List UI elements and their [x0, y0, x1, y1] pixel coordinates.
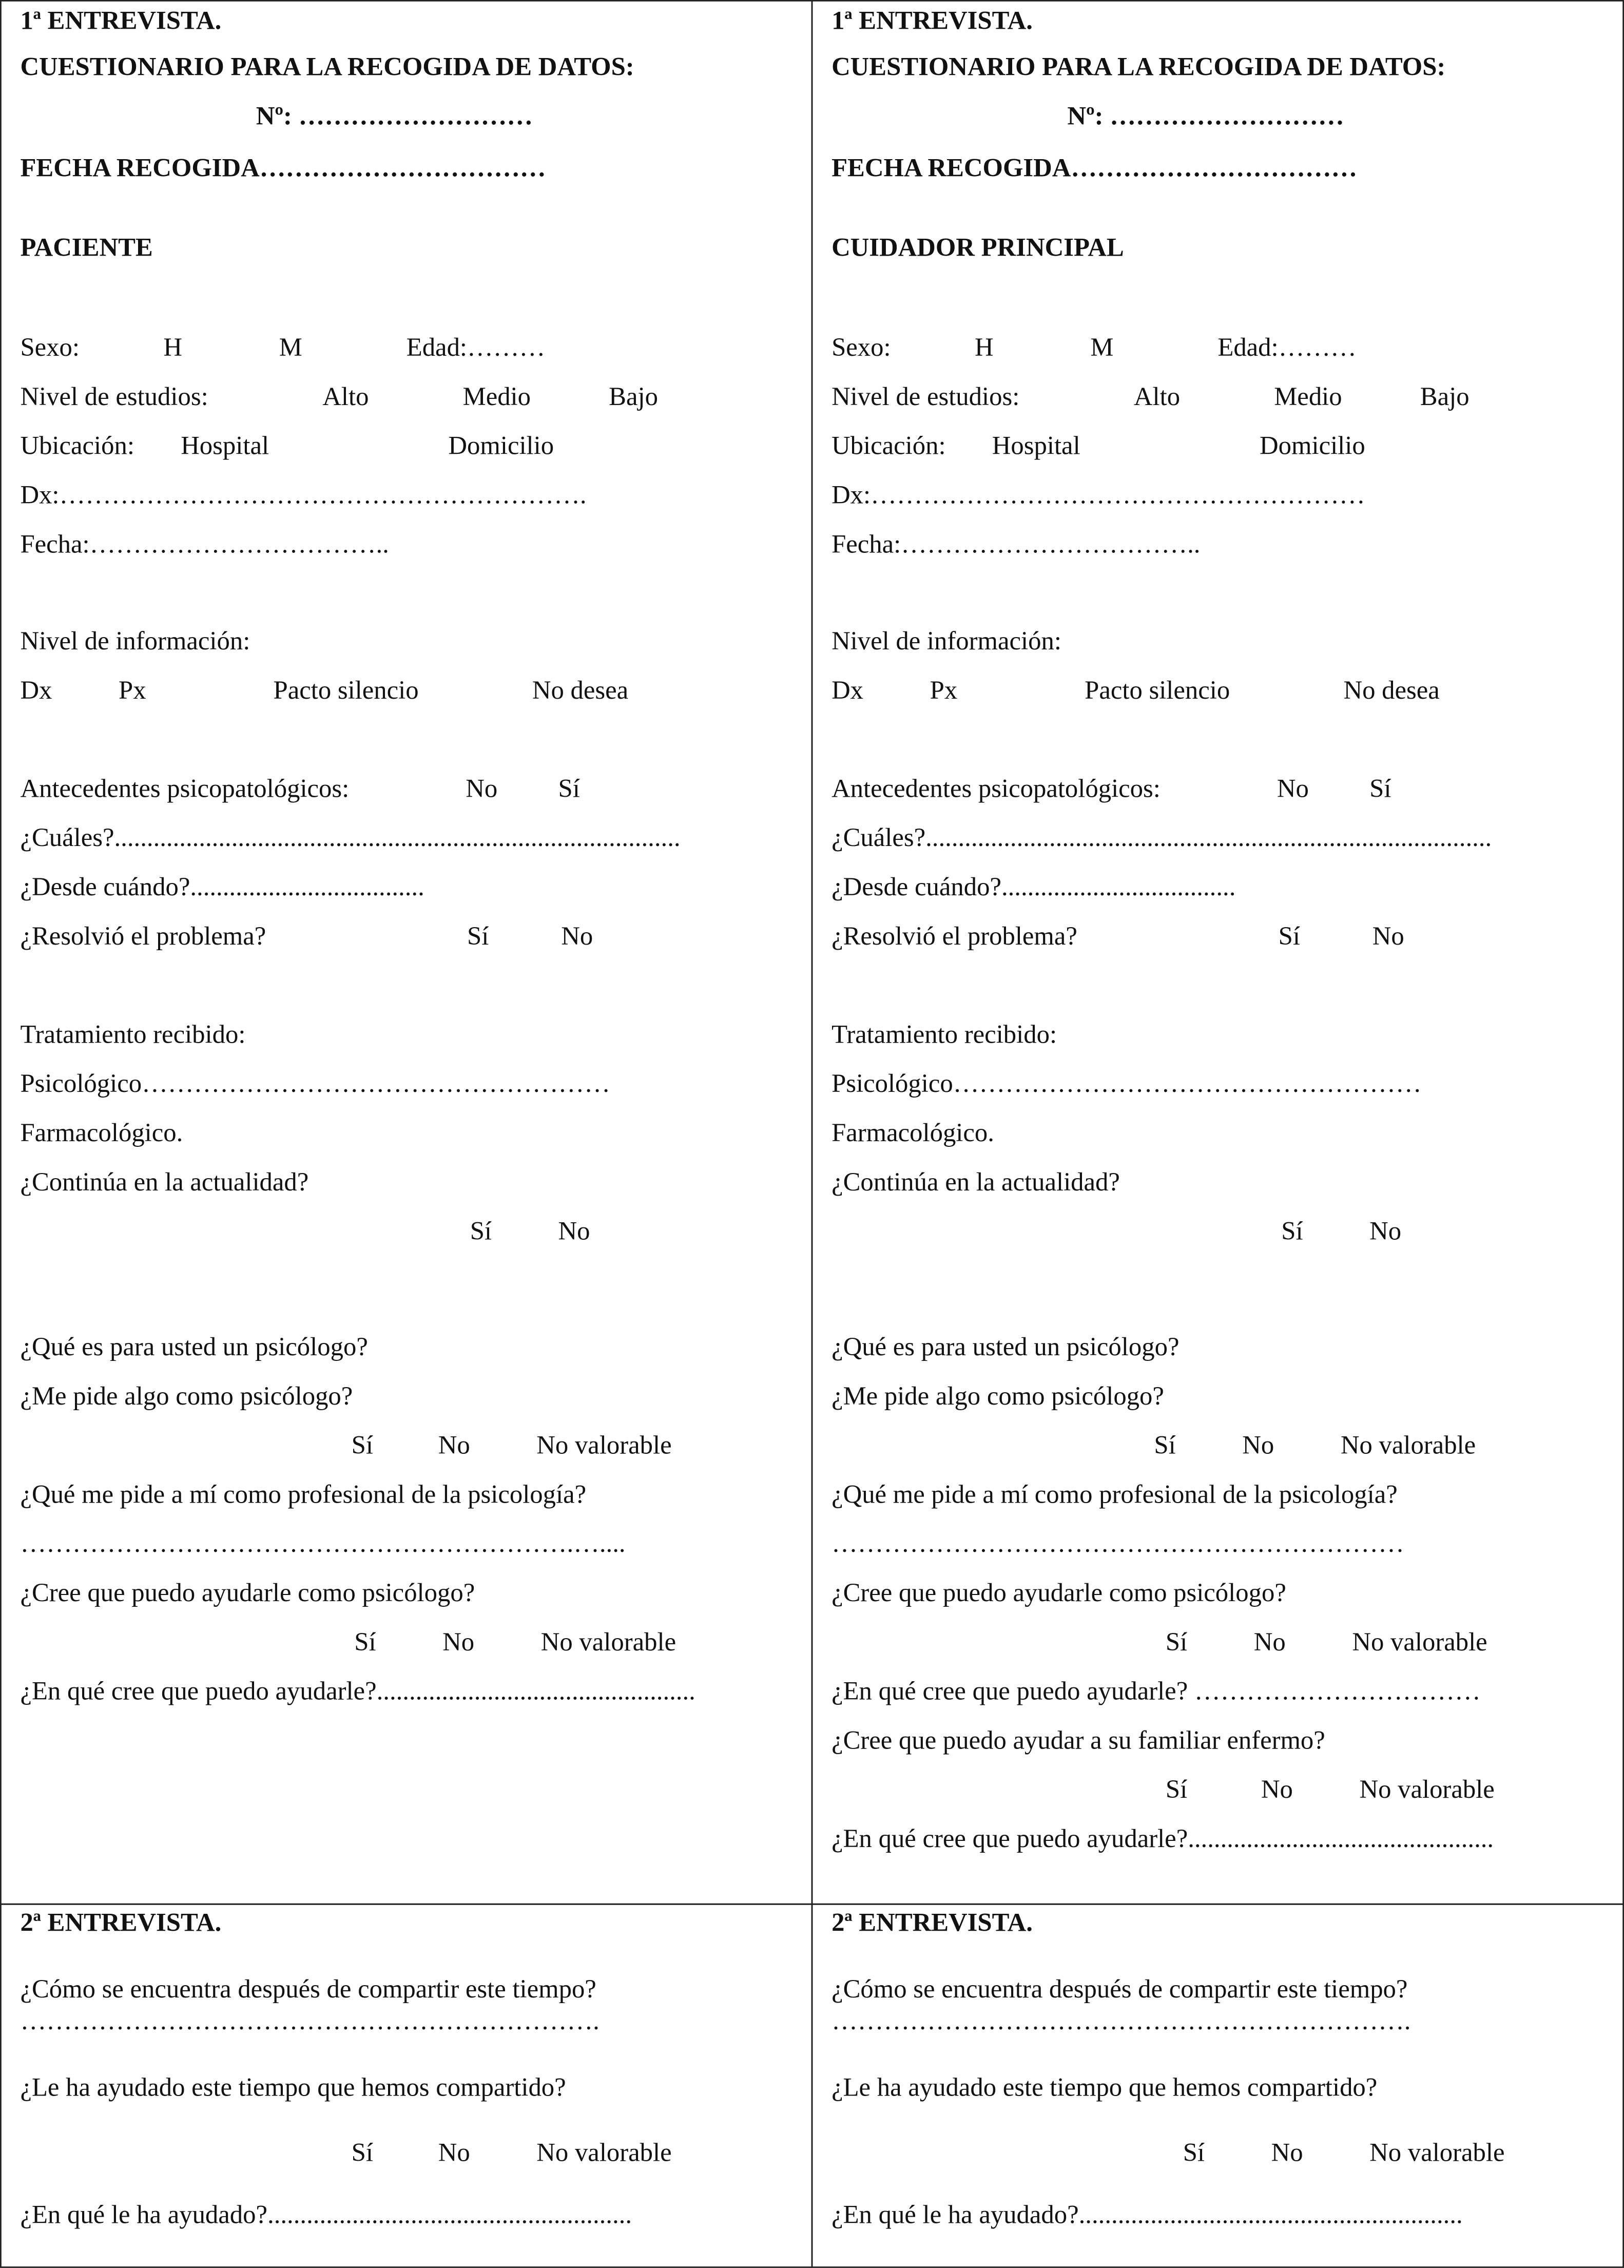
paciente-lines-line-5-item-3: Edad:………	[406, 333, 546, 362]
cuidador-lines-line-6-item-3: Bajo	[1420, 381, 1470, 411]
cuidador-lines-line-26: ¿Cree que puedo ayudarle como psicólogo?	[832, 1578, 1286, 1607]
paciente-lines-line-7-item-0: Ubicación:	[20, 431, 134, 460]
paciente-lines-line-11-item-3: No desea	[532, 675, 629, 705]
cuidador-second-line-0: 2ª ENTREVISTA.	[832, 1908, 1033, 1937]
cuidador-lines-line-19: ¿Continúa en la actualidad?	[832, 1167, 1120, 1197]
paciente-lines-line-8: Dx:…………………………………………………….	[20, 480, 587, 509]
paciente-lines-line-7-item-2: Domicilio	[448, 431, 554, 460]
paciente-second-line-1: ¿Cómo se encuentra después de compartir este tiempo?	[20, 1974, 596, 2004]
cuidador-lines-line-6-item-1: Alto	[1133, 381, 1181, 411]
paciente-second-line-4-item-0: Sí	[351, 2138, 373, 2167]
paciente-lines-line-6-item-1: Alto	[322, 381, 369, 411]
cuidador-lines-line-15-item-2: No	[1372, 921, 1404, 951]
cuidador-lines-line-6-item-2: Medio	[1274, 381, 1342, 411]
cuidador-lines-line-23-item-2: No valorable	[1340, 1430, 1476, 1459]
cuidador-second-line-3: ¿Le ha ayudado este tiempo que hemos compartido?	[832, 2072, 1378, 2102]
cuidador-lines-line-20-item-1: No	[1369, 1216, 1402, 1245]
cuidador-lines-line-15-item-0: ¿Resolvió el problema?	[832, 921, 1077, 951]
paciente-lines-line-10: Nivel de información:	[20, 626, 250, 656]
paciente-lines-line-19: ¿Continúa en la actualidad?	[20, 1167, 309, 1197]
cuidador-lines-line-24: ¿Qué me pide a mí como profesional de la psicología?	[832, 1479, 1398, 1509]
cuidador-lines-line-6-item-0: Nivel de estudios:	[832, 381, 1020, 411]
cuidador-lines-line-12-item-1: No	[1277, 774, 1309, 803]
cuidador-lines-line-7-item-1: Hospital	[992, 431, 1080, 460]
cuidador-lines-line-27-item-0: Sí	[1165, 1627, 1188, 1657]
paciente-lines-line-23-item-0: Sí	[351, 1430, 373, 1459]
cuidador-second-line-4-item-0: Sí	[1183, 2138, 1205, 2167]
paciente-lines-line-27-item-1: No	[442, 1627, 475, 1657]
paciente-lines-line-25: ……………………………………………………….…....	[20, 1529, 626, 1558]
cuidador-lines-line-14: ¿Desde cuándo?....................................	[832, 872, 1236, 901]
paciente-lines-line-12-item-0: Antecedentes psicopatológicos:	[20, 774, 350, 803]
cuidador-lines-line-30-item-1: No	[1261, 1775, 1293, 1804]
cuidador-lines-line-12-item-0: Antecedentes psicopatológicos:	[832, 774, 1161, 803]
paciente-lines-line-7-item-1: Hospital	[181, 431, 269, 460]
paciente-lines-line-24: ¿Qué me pide a mí como profesional de la psicología?	[20, 1479, 587, 1509]
cuidador-lines-line-5-item-2: M	[1090, 333, 1114, 362]
paciente-lines-line-23-item-2: No valorable	[536, 1430, 672, 1459]
cuidador-lines-line-31: ¿En qué cree que puedo ayudarle?...............................................	[832, 1823, 1494, 1853]
cuidador-lines-line-30-item-0: Sí	[1165, 1775, 1188, 1804]
paciente-lines-line-3: FECHA RECOGIDA……………………………	[20, 153, 546, 183]
cuidador-lines-line-1: CUESTIONARIO PARA LA RECOGIDA DE DATOS:	[832, 52, 1446, 81]
cell-cuidador-entrevista-1	[811, 0, 1624, 1905]
cuidador-lines-line-12-item-2: Sí	[1369, 774, 1391, 803]
cuidador-lines-line-0: 1ª ENTREVISTA.	[832, 6, 1033, 35]
cuidador-second-line-2: ………………………………………………………….	[832, 2006, 1411, 2035]
paciente-lines-line-12-item-1: No	[466, 774, 498, 803]
paciente-lines-line-14: ¿Desde cuándo?....................................	[20, 872, 424, 901]
cuidador-lines-line-20-item-0: Sí	[1281, 1216, 1303, 1245]
paciente-lines-line-5-item-2: M	[279, 333, 302, 362]
cuidador-lines-line-11-item-0: Dx	[832, 675, 864, 705]
cuidador-second-line-1: ¿Cómo se encuentra después de compartir este tiempo?	[832, 1974, 1408, 2004]
cuidador-lines-line-22: ¿Me pide algo como psicólogo?	[832, 1381, 1164, 1411]
paciente-lines-line-23-item-1: No	[438, 1430, 470, 1459]
cuidador-lines-line-5-item-0: Sexo:	[832, 333, 891, 362]
cuidador-lines-line-27-item-1: No	[1253, 1627, 1286, 1657]
paciente-lines-line-15-item-0: ¿Resolvió el problema?	[20, 921, 266, 951]
cuidador-lines-line-11-item-2: Pacto silencio	[1085, 675, 1230, 705]
cuidador-lines-line-5-item-1: H	[974, 333, 994, 362]
cuidador-lines-line-8: Dx:…………………………………………………	[832, 480, 1365, 509]
cuidador-second-line-4-item-1: No	[1271, 2138, 1303, 2167]
cuidador-lines-line-16: Tratamiento recibido:	[832, 1020, 1057, 1049]
cuidador-lines-line-23-item-1: No	[1242, 1430, 1274, 1459]
paciente-lines-line-1: CUESTIONARIO PARA LA RECOGIDA DE DATOS:	[20, 52, 634, 81]
paciente-lines-line-22: ¿Me pide algo como psicólogo?	[20, 1381, 353, 1411]
cuidador-lines-line-4: CUIDADOR PRINCIPAL	[832, 233, 1124, 262]
paciente-lines-line-13: ¿Cuáles?.......................................................................................	[20, 823, 681, 852]
paciente-lines-line-6-item-3: Bajo	[609, 381, 658, 411]
paciente-second-line-5: ¿En qué le ha ayudado?........................................................	[20, 2200, 632, 2229]
paciente-lines-line-11-item-1: Px	[119, 675, 146, 705]
paciente-lines-line-16: Tratamiento recibido:	[20, 1020, 246, 1049]
cuidador-lines-line-21: ¿Qué es para usted un psicólogo?	[832, 1332, 1180, 1361]
paciente-lines-line-26: ¿Cree que puedo ayudarle como psicólogo?	[20, 1578, 475, 1607]
paciente-lines-line-12-item-2: Sí	[558, 774, 580, 803]
paciente-second-line-4-item-2: No valorable	[536, 2138, 672, 2167]
paciente-lines-line-17: Psicológico………………………………………………	[20, 1069, 610, 1098]
cuidador-lines-line-7-item-0: Ubicación:	[832, 431, 946, 460]
cuidador-lines-line-13: ¿Cuáles?.......................................................................................	[832, 823, 1492, 852]
cuidador-second-line-4-item-2: No valorable	[1369, 2138, 1505, 2167]
paciente-lines-line-11-item-0: Dx	[20, 675, 52, 705]
cuidador-lines-line-17: Psicológico………………………………………………	[832, 1069, 1422, 1098]
paciente-lines-line-15-item-2: No	[561, 921, 593, 951]
paciente-lines-line-0: 1ª ENTREVISTA.	[20, 6, 222, 35]
paciente-lines-line-20-item-1: No	[558, 1216, 590, 1245]
cuidador-lines-line-10: Nivel de información:	[832, 626, 1061, 656]
paciente-second-line-3: ¿Le ha ayudado este tiempo que hemos compartido?	[20, 2072, 566, 2102]
paciente-lines-line-9: Fecha:……………………………..	[20, 529, 389, 559]
paciente-second-line-2: ………………………………………………………….	[20, 2006, 600, 2035]
paciente-lines-line-5-item-1: H	[163, 333, 183, 362]
paciente-lines-line-5-item-0: Sexo:	[20, 333, 80, 362]
paciente-lines-line-6-item-0: Nivel de estudios:	[20, 381, 208, 411]
cuidador-lines-line-11-item-1: Px	[930, 675, 958, 705]
cuidador-lines-line-3: FECHA RECOGIDA……………………………	[832, 153, 1358, 183]
paciente-lines-line-27-item-0: Sí	[354, 1627, 376, 1657]
paciente-second-line-0: 2ª ENTREVISTA.	[20, 1908, 222, 1937]
cuidador-lines-line-15-item-1: Sí	[1278, 921, 1300, 951]
paciente-lines-line-18: Farmacológico.	[20, 1118, 183, 1147]
cuidador-lines-line-11-item-3: No desea	[1343, 675, 1440, 705]
paciente-lines-line-4: PACIENTE	[20, 233, 153, 262]
cell-paciente-entrevista-1	[0, 0, 813, 1905]
paciente-lines-line-6-item-2: Medio	[462, 381, 531, 411]
paciente-lines-line-28: ¿En qué cree que puedo ayudarle?.................................................	[20, 1676, 695, 1705]
cuidador-lines-line-7-item-2: Domicilio	[1260, 431, 1365, 460]
paciente-lines-line-2: Nº: ………………………	[256, 101, 533, 130]
cuidador-second-line-5: ¿En qué le ha ayudado?...........................................................	[832, 2200, 1463, 2229]
paciente-lines-line-15-item-1: Sí	[467, 921, 489, 951]
cuidador-lines-line-28: ¿En qué cree que puedo ayudarle? ……………………………	[832, 1676, 1481, 1705]
cuidador-lines-line-9: Fecha:……………………………..	[832, 529, 1201, 559]
cuidador-lines-line-18: Farmacológico.	[832, 1118, 994, 1147]
cuidador-lines-line-23-item-0: Sí	[1154, 1430, 1176, 1459]
paciente-lines-line-21: ¿Qué es para usted un psicólogo?	[20, 1332, 368, 1361]
cuidador-lines-line-27-item-2: No valorable	[1352, 1627, 1487, 1657]
cuidador-lines-line-5-item-3: Edad:………	[1217, 333, 1357, 362]
cuidador-lines-line-25: …………………………………………………………	[832, 1529, 1404, 1558]
cuidador-lines-line-2: Nº: ………………………	[1067, 101, 1344, 130]
cuidador-lines-line-29: ¿Cree que puedo ayudar a su familiar enfermo?	[832, 1725, 1325, 1755]
paciente-lines-line-11-item-2: Pacto silencio	[273, 675, 419, 705]
paciente-second-line-4-item-1: No	[438, 2138, 470, 2167]
paciente-lines-line-20-item-0: Sí	[470, 1216, 492, 1245]
paciente-lines-line-27-item-2: No valorable	[540, 1627, 676, 1657]
cuidador-lines-line-30-item-2: No valorable	[1359, 1775, 1495, 1804]
